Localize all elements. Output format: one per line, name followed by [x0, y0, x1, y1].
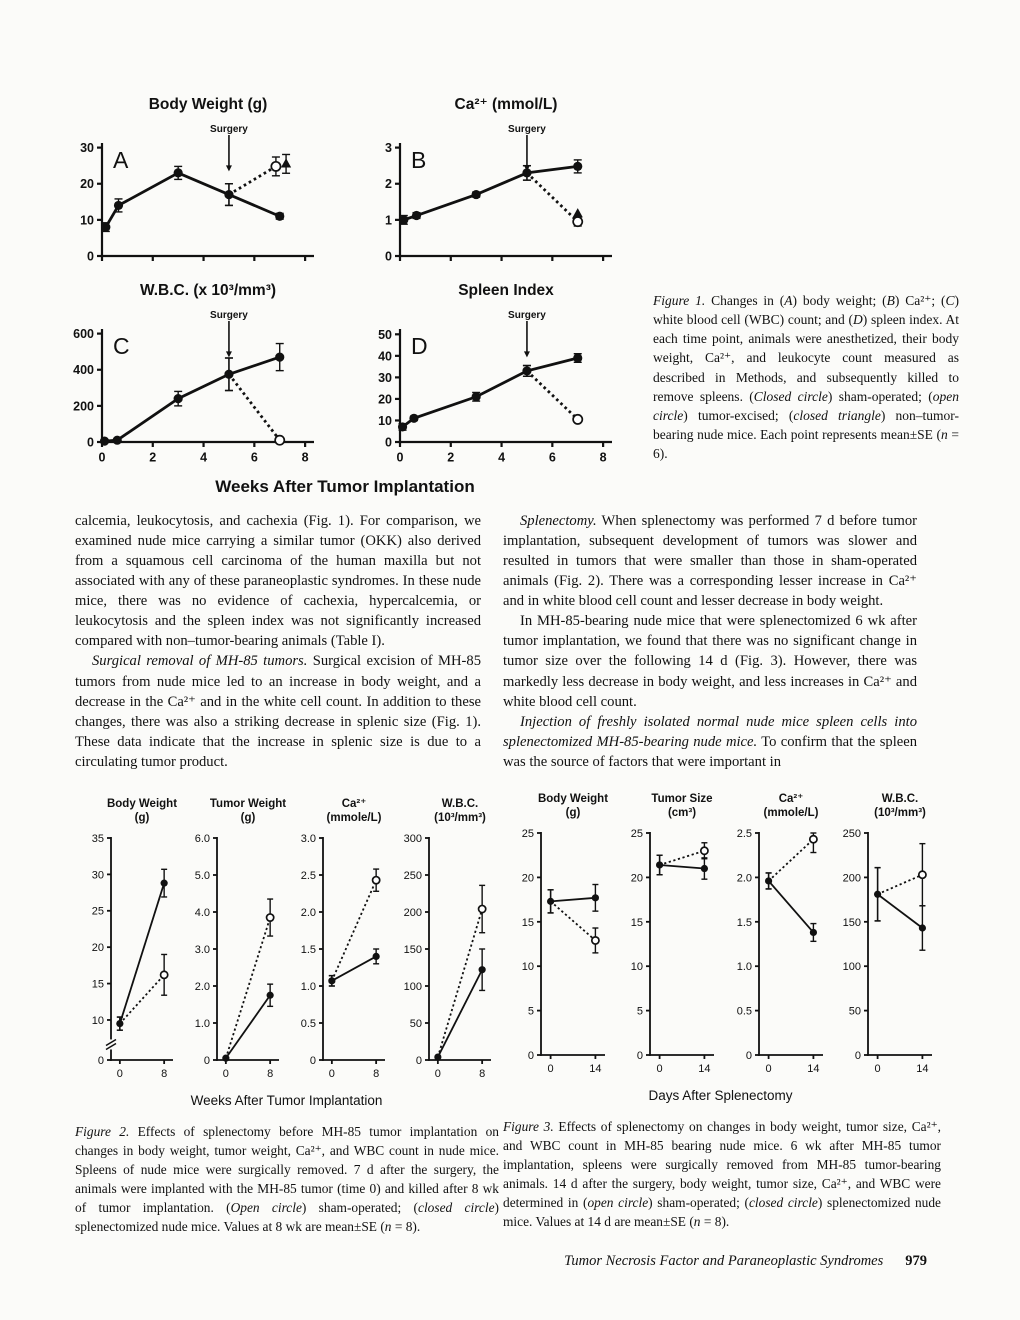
svg-text:14: 14: [589, 1063, 602, 1075]
svg-text:2.0: 2.0: [736, 872, 752, 885]
panel-title: W.B.C. (x 10³/mm³): [139, 282, 277, 299]
plot: [75, 828, 180, 1086]
svg-text:0: 0: [203, 1054, 210, 1067]
surgery-label: Surgery: [508, 124, 546, 135]
figure1-caption: Figure 1. Changes in (A) body weight; (B) Ca²⁺; (C) white blood cell (WBC) count; and (D) spleen index. At each time point, animals were anesthetized, their body weight, Ca²⁺, and leukocyte count measured as described in Methods, and subsequently killed to remove spleens. (Closed circle) sham-operated; (open circle) tumor-excised; (closed triangle) non–tumor-bearing nude mice. Each point represents mean±SE (n = 6).: [653, 293, 960, 462]
svg-text:5: 5: [636, 1005, 643, 1018]
figure2: [75, 798, 499, 1236]
plot-a: [60, 122, 324, 264]
svg-text:150: 150: [403, 943, 422, 956]
series-closed: [328, 949, 379, 986]
svg-text:0: 0: [415, 1054, 422, 1067]
svg-text:25: 25: [630, 827, 643, 840]
surgery-label: Surgery: [210, 124, 248, 135]
panel-letter: D: [411, 333, 428, 359]
svg-text:2: 2: [149, 450, 157, 465]
svg-text:2.5: 2.5: [736, 827, 752, 840]
svg-text:600: 600: [73, 327, 94, 342]
svg-text:6: 6: [548, 450, 556, 465]
chart-panel-b: [358, 96, 630, 269]
series-closed: [116, 869, 167, 1030]
svg-text:0: 0: [765, 1063, 772, 1075]
plot-c: [60, 308, 324, 472]
series-closed: [222, 984, 273, 1062]
svg-text:3: 3: [385, 141, 392, 156]
series-open: [117, 954, 168, 1030]
chart-panel-a: [60, 96, 332, 269]
svg-text:200: 200: [403, 906, 422, 919]
svg-text:2.0: 2.0: [300, 906, 316, 919]
svg-text:400: 400: [73, 363, 94, 378]
panel-title: W.B.C. (10³/mm³): [874, 793, 926, 819]
axes: [522, 828, 605, 1075]
svg-text:1.0: 1.0: [300, 980, 316, 993]
svg-text:14: 14: [807, 1063, 820, 1075]
svg-text:30: 30: [80, 141, 94, 156]
svg-text:15: 15: [521, 916, 534, 929]
svg-text:2.5: 2.5: [300, 869, 316, 882]
paragraph: Surgical removal of MH-85 tumors. Surgical excision of MH-85 tumors from nude mice led to an increase in body weight, and a decrease in the Ca²⁺ and in the white cell count. In addition to these changes, there was also a striking decrease in splenic size (Fig. 1). These data indicate that the increase in splenic size is due to a circulating tumor product.: [75, 653, 481, 770]
page-number: 979: [905, 1253, 927, 1269]
body-left-column: [75, 511, 481, 772]
svg-text:5: 5: [527, 1005, 534, 1018]
svg-text:0: 0: [97, 1054, 104, 1067]
axes: [92, 833, 173, 1080]
svg-text:20: 20: [378, 392, 392, 407]
svg-text:4: 4: [200, 450, 208, 465]
panel-title: Ca²⁺ (mmole/L): [763, 793, 819, 819]
series-open: [225, 358, 284, 445]
panel-title: Ca²⁺ (mmol/L): [454, 96, 558, 113]
series-closed: [874, 868, 926, 951]
panel-letter: C: [113, 333, 130, 359]
svg-text:25: 25: [521, 827, 534, 840]
svg-text:0: 0: [396, 450, 404, 465]
series-open: [226, 899, 274, 1058]
panel-title: W.B.C. (10³/mm³): [434, 798, 486, 824]
series-open: [657, 843, 708, 875]
svg-text:0: 0: [87, 249, 94, 264]
svg-text:0: 0: [547, 1063, 554, 1075]
svg-text:0: 0: [636, 1049, 643, 1062]
svg-text:0: 0: [328, 1068, 335, 1080]
svg-text:10: 10: [80, 213, 94, 228]
figure3-plots: [503, 793, 941, 1103]
svg-text:0: 0: [309, 1054, 316, 1067]
chart-panel: [75, 798, 180, 1091]
plot: [393, 828, 498, 1086]
series-closed: [101, 166, 284, 231]
svg-text:15: 15: [630, 916, 643, 929]
svg-text:3.0: 3.0: [194, 943, 210, 956]
paragraph: calcemia, leukocytosis, and cachexia (Fig. 1). For comparison, we examined nude mice carrying a similar tumor (OKK) also derived from a squamous cell carcinoma of the human maxilla but not associated with any of these paraneoplastic syndromes. In these nude mice, there was no evidence of cachexia, hypercalcemia, or leukocytosis and the spleen index was not significantly increased compared with non–tumor-bearing animals (Table I).: [75, 513, 481, 650]
panel-letter: A: [113, 147, 129, 173]
svg-text:300: 300: [403, 832, 422, 845]
paragraph: Splenectomy. When splenectomy was performed 7 d before tumor implantation, subsequent development of tumors was slower and resulted in tumors that were smaller than those in sham-operated animals (Fig. 2). There was a corresponding lesser increase in Ca²⁺ and in white blood cell count and lesser decrease in body weight.: [503, 513, 917, 610]
plot-b: [358, 122, 622, 264]
plot: [830, 823, 939, 1081]
plot: [287, 828, 392, 1086]
axes: [631, 828, 714, 1075]
svg-text:30: 30: [91, 869, 104, 882]
paragraph: Injection of freshly isolated normal nude mice spleen cells into splenectomized MH-85-bearing nude mice. To confirm that the spleen was the source of factors that were important in: [503, 713, 918, 770]
series-open: [523, 366, 582, 424]
svg-text:20: 20: [630, 872, 643, 885]
figure3-caption: Figure 3. Effects of splenectomy on changes in body weight, tumor size, Ca²⁺, and WBC count in MH-85 bearing nude mice. 6 wk after MH-85 tumor implantation, spleens were surgically removed from MH-85 tumor-bearing animals. 14 d after the surgery, body weight, tumor size, Ca²⁺, and WBC were determined in (open circle) sham-operated; (closed circle) splenectomized nude mice. Values at 14 d are mean±SE (n = 8).: [503, 1119, 941, 1230]
svg-text:250: 250: [842, 827, 861, 840]
svg-text:0: 0: [98, 450, 106, 465]
panel-title: Spleen Index: [458, 282, 554, 299]
series-closed: [765, 873, 817, 941]
svg-text:14: 14: [916, 1063, 929, 1075]
page-footer: [503, 1252, 941, 1270]
plot-d: [358, 308, 622, 472]
svg-text:8: 8: [373, 1068, 380, 1080]
svg-text:100: 100: [403, 980, 422, 993]
svg-text:35: 35: [91, 832, 104, 845]
svg-text:0: 0: [434, 1068, 441, 1080]
svg-text:25: 25: [91, 905, 104, 918]
svg-text:100: 100: [842, 961, 861, 974]
svg-text:10: 10: [91, 1014, 104, 1027]
svg-text:8: 8: [599, 450, 607, 465]
series-closed: [434, 949, 485, 1061]
axes: [404, 833, 491, 1080]
panel-title: Tumor Size (cm³): [651, 793, 713, 819]
figure2-plots: [75, 798, 499, 1108]
svg-text:2: 2: [385, 177, 392, 192]
svg-text:150: 150: [842, 916, 861, 929]
svg-text:0.5: 0.5: [300, 1017, 316, 1030]
svg-text:50: 50: [409, 1017, 422, 1030]
svg-text:30: 30: [378, 370, 392, 385]
plot: [612, 823, 721, 1081]
series-triangle: [573, 208, 583, 217]
series-closed: [398, 353, 582, 431]
panel-title: Ca²⁺ (mmole/L): [326, 798, 382, 824]
svg-text:14: 14: [698, 1063, 711, 1075]
svg-text:3.0: 3.0: [300, 832, 316, 845]
panel-title: Body Weight (g): [148, 96, 268, 113]
x-axis-label: Weeks After Tumor Implantation: [215, 477, 475, 496]
svg-text:40: 40: [378, 349, 392, 364]
svg-text:8: 8: [267, 1068, 274, 1080]
figure2-caption: Figure 2. Effects of splenectomy before MH-85 tumor implantation on changes in body weight, tumor weight, Ca²⁺, and WBC count in nude mice. Spleens of nude mice were surgically removed. 7 d after the surgery, the animals were implanted with the MH-85 tumor (time 0) and killed after 8 wk of tumor implantation. (Open circle) sham-operated; (closed circle) splenectomized nude mice. Values at 8 wk are mean±SE (n = 8).: [75, 1124, 499, 1235]
svg-text:50: 50: [848, 1005, 861, 1018]
svg-text:0: 0: [874, 1063, 881, 1075]
svg-text:20: 20: [91, 942, 104, 955]
svg-text:250: 250: [403, 869, 422, 882]
svg-text:1: 1: [385, 213, 392, 228]
svg-text:1.0: 1.0: [194, 1017, 210, 1030]
svg-text:0: 0: [222, 1068, 229, 1080]
chart-panel: [181, 798, 286, 1091]
panel-letter: B: [411, 147, 427, 173]
svg-text:8: 8: [161, 1068, 168, 1080]
svg-text:0: 0: [854, 1049, 861, 1062]
figure3: [503, 793, 941, 1231]
svg-text:0: 0: [385, 249, 392, 264]
plot: [181, 828, 286, 1086]
surgery-arrow-icon: [226, 351, 232, 357]
svg-text:0: 0: [656, 1063, 663, 1075]
paragraph: In MH-85-bearing nude mice that were splenectomized 6 wk after tumor implantation, we found that there was no significant change in tumor size over the following 14 d (Fig. 3). However, there was markedly less decrease in body weight, and less increases in Ca²⁺ and white blood cell count.: [503, 613, 917, 710]
running-title: Tumor Necrosis Factor and Paraneoplastic Syndromes: [564, 1253, 884, 1269]
svg-text:10: 10: [630, 961, 643, 974]
svg-text:0: 0: [385, 435, 392, 450]
chart-panel: [287, 798, 392, 1091]
series-open: [438, 885, 486, 1057]
panel-title: Body Weight (g): [106, 798, 178, 824]
svg-text:200: 200: [842, 872, 861, 885]
series-closed: [656, 855, 708, 879]
series-open: [225, 157, 281, 205]
svg-text:4.0: 4.0: [194, 906, 210, 919]
chart-panel: [503, 793, 611, 1086]
plot: [503, 823, 612, 1081]
axes: [737, 828, 823, 1075]
chart-panel: [612, 793, 720, 1086]
svg-text:8: 8: [479, 1068, 486, 1080]
panel-title: Tumor Weight (g): [209, 798, 287, 824]
chart-panel: [721, 793, 829, 1086]
svg-text:200: 200: [73, 399, 94, 414]
chart-panel-c: [60, 282, 332, 477]
svg-text:0: 0: [745, 1049, 752, 1062]
svg-text:50: 50: [378, 327, 392, 342]
panel-title: Body Weight (g): [537, 793, 609, 819]
series-closed: [547, 885, 599, 913]
plot: [721, 823, 830, 1081]
x-axis-label: Weeks After Tumor Implantation: [190, 1093, 383, 1108]
chart-panel-d: [358, 282, 630, 477]
svg-text:4: 4: [498, 450, 506, 465]
svg-text:10: 10: [521, 961, 534, 974]
svg-text:6: 6: [250, 450, 258, 465]
svg-text:20: 20: [80, 177, 94, 192]
series-open: [875, 844, 926, 921]
svg-text:2.0: 2.0: [194, 980, 210, 993]
svg-text:0: 0: [527, 1049, 534, 1062]
axes: [843, 828, 932, 1075]
svg-text:10: 10: [378, 413, 392, 428]
svg-text:15: 15: [91, 978, 104, 991]
figure1-plots: [60, 96, 656, 497]
series-triangle: [281, 154, 291, 173]
chart-panel: [830, 793, 938, 1086]
surgery-label: Surgery: [210, 310, 248, 321]
svg-text:1.0: 1.0: [736, 961, 752, 974]
svg-text:0: 0: [116, 1068, 123, 1080]
svg-text:0.5: 0.5: [736, 1005, 752, 1018]
svg-text:1.5: 1.5: [300, 943, 316, 956]
svg-text:8: 8: [301, 450, 309, 465]
surgery-label: Surgery: [508, 310, 546, 321]
chart-panel: [393, 798, 498, 1091]
svg-text:5.0: 5.0: [194, 869, 210, 882]
surgery-arrow-icon: [226, 165, 232, 171]
svg-text:1.5: 1.5: [736, 916, 752, 929]
series-closed: [399, 160, 582, 225]
body-right-column: [503, 511, 917, 772]
svg-text:6.0: 6.0: [194, 832, 210, 845]
x-axis-label: Days After Splenectomy: [648, 1088, 793, 1103]
svg-text:20: 20: [521, 872, 534, 885]
svg-text:0: 0: [87, 435, 94, 450]
axes: [301, 833, 385, 1080]
surgery-arrow-icon: [524, 351, 530, 357]
series-open: [766, 833, 817, 889]
svg-text:2: 2: [447, 450, 455, 465]
